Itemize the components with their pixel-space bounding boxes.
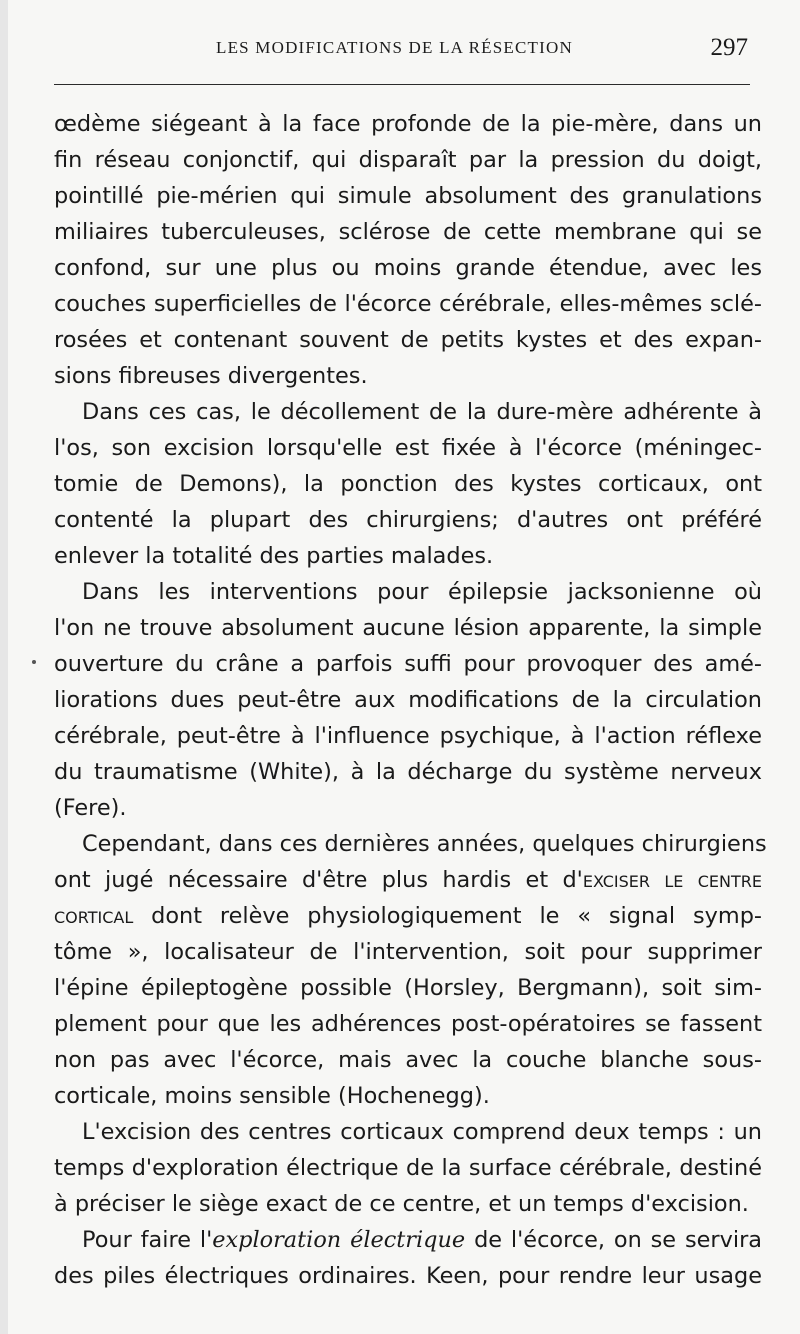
text-line: à préciser le siège exact de ce centre, et un temps d'excision.: [54, 1191, 749, 1217]
running-title: LES MODIFICATIONS DE LA RÉSECTION: [216, 38, 573, 57]
text-line: du traumatisme (White), à la décharge du système nerveux: [54, 759, 762, 785]
text-line: ouverture du crâne a parfois suffi pour provoquer des amé-: [54, 651, 762, 677]
small-caps-run: exciser le centre: [582, 867, 762, 893]
page-header: [54, 34, 750, 85]
text-line-mixed: [54, 1222, 762, 1258]
text-run: Pour faire l': [82, 1227, 213, 1253]
text-line: Dans les interventions pour épilepsie jacksonienne où: [82, 579, 762, 605]
text-line: l'os, son excision lorsqu'elle est fixée à l'écorce (méningec-: [54, 435, 762, 461]
italic-run: exploration électrique: [212, 1227, 466, 1253]
text-line: pointillé pie-mérien qui simule absolument des granulations: [54, 183, 762, 209]
text-line: sions fibreuses divergentes.: [54, 363, 368, 389]
text-line: fin réseau conjonctif, qui disparaît par la pression du doigt,: [54, 147, 762, 173]
text-line: temps d'exploration électrique de la surface cérébrale, destiné: [54, 1155, 762, 1181]
text-line: rosées et contenant souvent de petits kystes et des expan-: [54, 327, 762, 353]
text-line: confond, sur une plus ou moins grande étendue, avec les: [54, 255, 762, 281]
text-run: de l'écorce, on se servira: [474, 1227, 763, 1253]
text-line: Dans ces cas, le décollement de la dure-mère adhérente à: [82, 399, 762, 425]
text-line: L'excision des centres corticaux comprend deux temps : un: [82, 1119, 762, 1145]
text-line: des piles électriques ordinaires. Keen, pour rendre leur usage: [54, 1263, 762, 1289]
text-line: corticale, moins sensible (Hochenegg).: [54, 1083, 490, 1109]
small-caps-run: cortical: [54, 903, 134, 929]
text-line: œdème siégeant à la face profonde de la pie-mère, dans un: [54, 111, 762, 137]
text-line: non pas avec l'écorce, mais avec la couche blanche sous-: [54, 1047, 762, 1073]
text-line: l'on ne trouve absolument aucune lésion apparente, la simple: [54, 615, 762, 641]
text-line: cérébrale, peut-être à l'influence psychique, à l'action réflexe: [54, 723, 762, 749]
text-line: tomie de Demons), la ponction des kystes corticaux, ont: [54, 471, 762, 497]
text-line-mixed: [54, 898, 762, 934]
text-line: Cependant, dans ces dernières années, quelques chirurgiens: [82, 831, 767, 857]
text-line: (Fere).: [54, 795, 127, 821]
text-run: ont jugé nécessaire d'être plus hardis et d': [54, 867, 583, 893]
text-line: couches superficielles de l'écorce cérébrale, elles-mêmes sclé-: [54, 291, 762, 317]
text-line: tôme », localisateur de l'intervention, soit pour supprimer: [54, 939, 762, 965]
text-line: l'épine épileptogène possible (Horsley, Bergmann), soit sim-: [54, 975, 762, 1001]
text-line: plement pour que les adhérences post-opératoires se fassent: [54, 1011, 762, 1037]
text-line-mixed: [54, 862, 762, 898]
body-text: [54, 106, 767, 1294]
text-line: contenté la plupart des chirurgiens; d'autres ont préféré: [54, 507, 762, 533]
print-speck-mark: [32, 660, 36, 664]
text-line: enlever la totalité des parties malades.: [54, 543, 494, 569]
text-run: dont relève physiologiquement le « signal symp-: [151, 903, 762, 929]
page-number: 297: [710, 34, 748, 61]
text-line: miliaires tuberculeuses, sclérose de cette membrane qui se: [54, 219, 762, 245]
text-line: liorations dues peut-être aux modifications de la circulation: [54, 687, 762, 713]
